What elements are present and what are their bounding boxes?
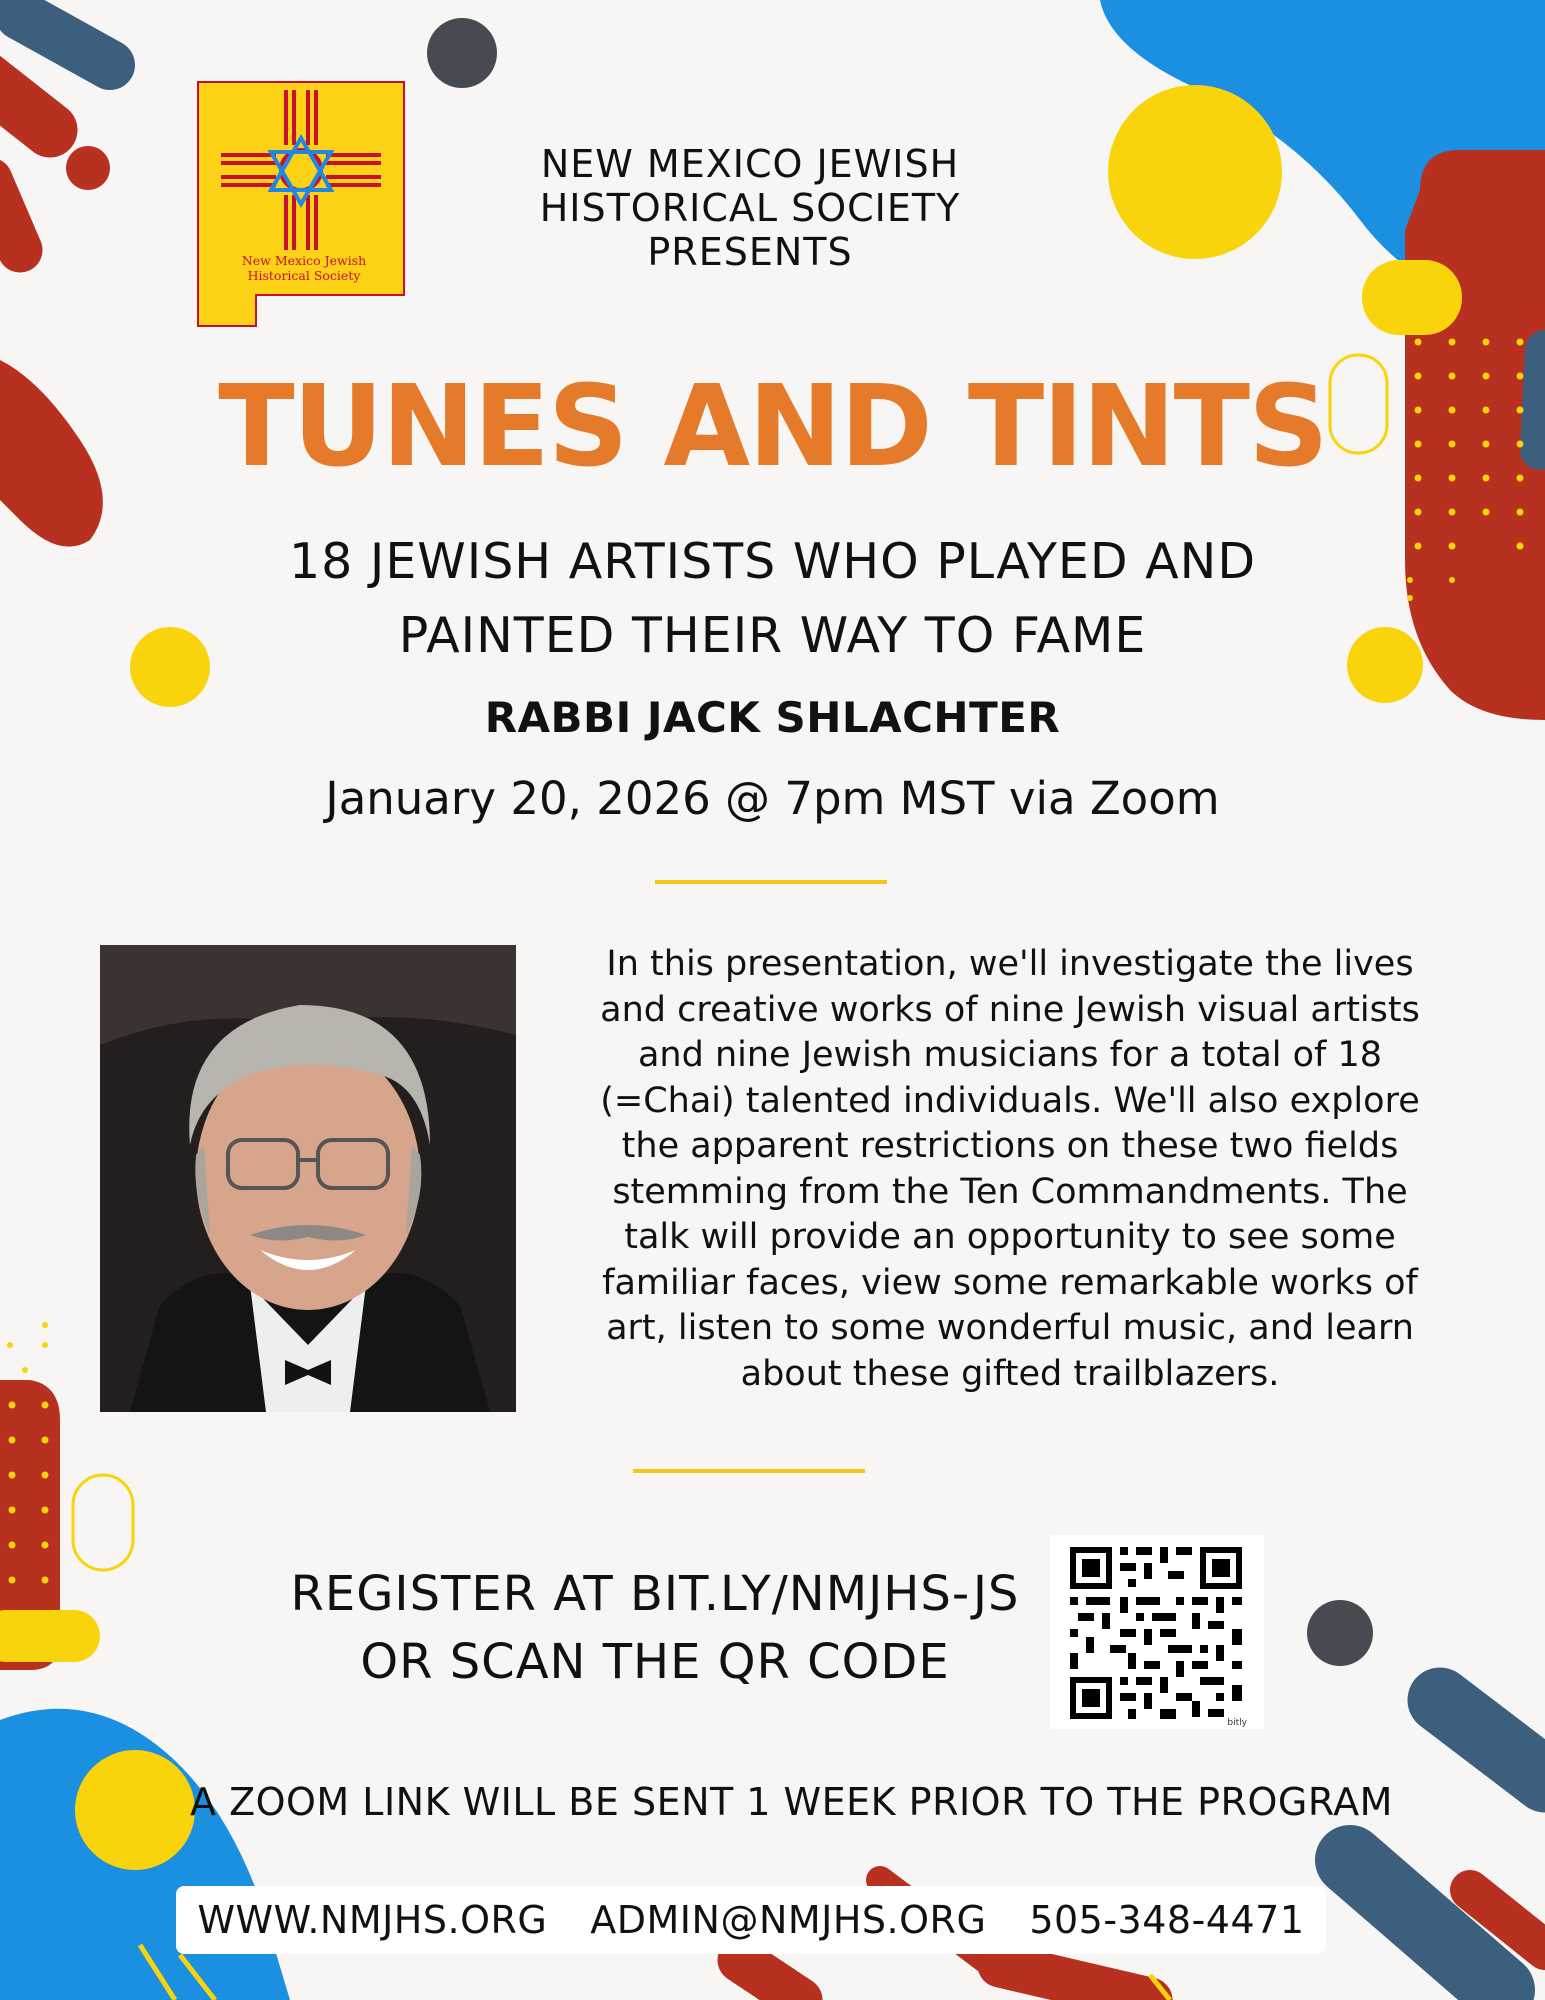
subtitle-line-2: PAINTED THEIR WAY TO FAME (398, 607, 1147, 664)
presenter-line-1: NEW MEXICO JEWISH (540, 142, 960, 186)
zoom-note: A ZOOM LINK WILL BE SENT 1 WEEK PRIOR TO THE PROGRAM (190, 1780, 1393, 1824)
logo-text-line2: Historical Society (247, 268, 361, 283)
event-subtitle (200, 525, 1345, 673)
description-line: talk will provide an opportunity to see some (624, 1217, 1396, 1257)
description-line: and nine Jewish musicians for a total of 18 (637, 1035, 1383, 1075)
registration-info (255, 1560, 1055, 1696)
qr-caption: bitly (1227, 1718, 1247, 1728)
description-line: (=Chai) talented individuals. We'll also explore (600, 1080, 1420, 1121)
description-line: the apparent restrictions on these two fields (621, 1126, 1399, 1166)
presenter-line-3: PRESENTS (647, 230, 853, 274)
register-line-1: REGISTER AT BIT.LY/NMJHS-JS (290, 1566, 1020, 1622)
phone-number[interactable]: 505-348-4471 (1029, 1898, 1305, 1942)
contact-footer (176, 1886, 1326, 1954)
description-line: art, listen to some wonderful music, and learn (606, 1308, 1414, 1348)
description-line: about these gifted trailblazers. (740, 1353, 1280, 1394)
register-line-2: OR SCAN THE QR CODE (360, 1634, 950, 1690)
description-line: stemming from the Ten Commandments. The (612, 1171, 1408, 1212)
qr-code[interactable] (1050, 1535, 1264, 1729)
event-date: January 20, 2026 @ 7pm MST via Zoom (325, 772, 1220, 825)
event-description (585, 942, 1435, 1397)
description-line: familiar faces, view some remarkable works of (602, 1262, 1418, 1303)
speaker-photo (100, 945, 516, 1412)
subtitle-line-1: 18 JEWISH ARTISTS WHO PLAYED AND (288, 533, 1257, 590)
divider-top (655, 880, 887, 884)
presenter-heading (500, 142, 1000, 274)
event-title: TUNES AND TINTS (218, 362, 1327, 492)
divider-bottom (633, 1469, 865, 1473)
presenter-line-2: HISTORICAL SOCIETY (539, 186, 961, 230)
description-line: and creative works of nine Jewish visual artists (600, 989, 1420, 1030)
logo-text-line1: New Mexico Jewish (241, 253, 367, 268)
email-link[interactable]: ADMIN@NMJHS.ORG (590, 1898, 987, 1942)
org-logo (196, 80, 406, 328)
website-link[interactable]: WWW.NMJHS.ORG (197, 1898, 548, 1942)
speaker-name: RABBI JACK SHLACHTER (484, 693, 1061, 742)
description-line: In this presentation, we'll investigate the lives (606, 944, 1414, 984)
